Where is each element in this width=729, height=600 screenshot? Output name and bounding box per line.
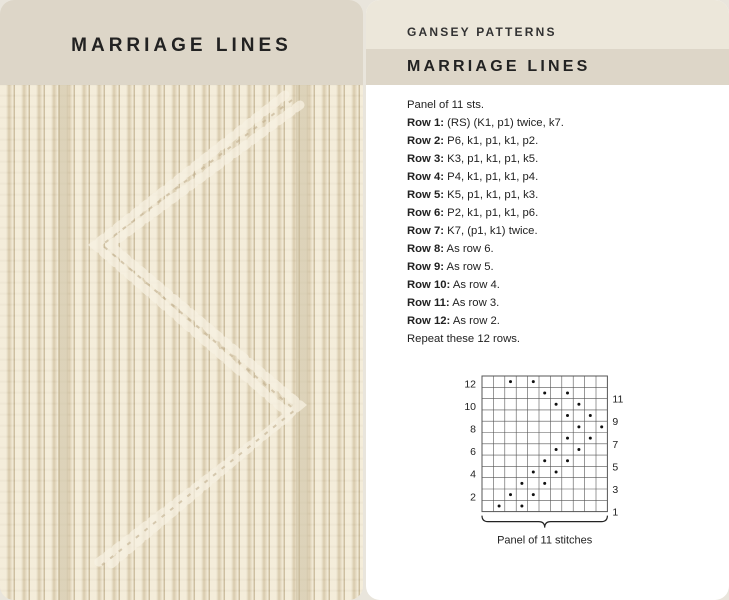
purl-dot: [566, 437, 569, 440]
purl-dot: [509, 493, 512, 496]
row-instruction: [407, 258, 717, 276]
purl-dot: [532, 493, 535, 496]
stitch-chart-svg: [366, 370, 729, 560]
chart-row-label: 6: [470, 446, 476, 459]
purl-dot: [520, 482, 523, 485]
knit-swatch-photo: [0, 85, 363, 600]
pattern-title: MARRIAGE LINES: [407, 58, 591, 75]
chart-row-label: 11: [612, 393, 624, 406]
purl-dot: [555, 471, 558, 474]
row-label: Row 11:: [407, 297, 450, 309]
row-label: Row 6:: [407, 207, 445, 219]
row-instruction: [407, 132, 717, 150]
row-text: K7, (p1, k1) twice.: [444, 225, 538, 237]
row-instruction: [407, 294, 717, 312]
purl-dot: [532, 471, 535, 474]
chart-row-label: 9: [612, 416, 619, 429]
row-text: As row 4.: [450, 279, 500, 291]
row-label: Row 4:: [407, 171, 445, 183]
purl-dot: [600, 425, 603, 428]
chart-row-label: 7: [612, 438, 619, 451]
series-label: GANSEY PATTERNS: [407, 25, 557, 39]
purl-dot: [555, 403, 558, 406]
left-page: [0, 0, 363, 600]
row-label: Row 3:: [407, 153, 445, 165]
row-label: Row 9:: [407, 261, 445, 273]
chart-row-label: 2: [470, 491, 476, 504]
purl-dot: [589, 437, 592, 440]
row-text: P2, k1, p1, k1, p6.: [444, 207, 539, 219]
chart-row-label: 4: [470, 468, 476, 481]
row-instruction: [407, 240, 717, 258]
left-title: MARRIAGE LINES: [71, 34, 292, 56]
purl-dot: [520, 504, 523, 507]
row-label: Row 8:: [407, 243, 445, 255]
purl-dot: [589, 414, 592, 417]
row-instruction: [407, 168, 717, 186]
purl-dot: [566, 391, 569, 394]
purl-dot: [543, 459, 546, 462]
outro-line: Repeat these 12 rows.: [407, 333, 521, 345]
row-instruction: [407, 276, 717, 294]
row-text: P4, k1, p1, k1, p4.: [444, 171, 539, 183]
row-label: Row 10:: [407, 279, 451, 291]
chart-row-label: 5: [612, 461, 619, 474]
marriage-lines-motif: [95, 95, 300, 565]
right-page: [366, 0, 729, 600]
row-text: P6, k1, p1, k1, p2.: [444, 135, 539, 147]
row-label: Row 2:: [407, 135, 445, 147]
purl-dot: [509, 380, 512, 383]
purl-dot: [566, 459, 569, 462]
purl-dot: [555, 448, 558, 451]
row-label: Row 7:: [407, 225, 445, 237]
title-header: [366, 49, 729, 85]
pattern-instructions: [407, 96, 717, 348]
purl-dot: [577, 403, 580, 406]
row-text: (RS) (K1, p1) twice, k7.: [444, 117, 564, 129]
stitch-chart: [366, 370, 729, 560]
rib-ridge: [296, 85, 308, 600]
purl-dot: [577, 448, 580, 451]
chart-row-label: 8: [470, 423, 476, 436]
row-text: As row 6.: [444, 243, 494, 255]
row-text: K5, p1, k1, p1, k3.: [444, 189, 539, 201]
purl-dot: [577, 425, 580, 428]
row-label: Row 12:: [407, 315, 451, 327]
row-instruction: [407, 204, 717, 222]
rib-ridge: [58, 85, 68, 600]
purl-dot: [543, 391, 546, 394]
row-text: K3, p1, k1, p1, k5.: [444, 153, 539, 165]
purl-dot: [543, 482, 546, 485]
row-instruction: [407, 150, 717, 168]
swatch-texture: [0, 85, 363, 600]
left-header: [0, 0, 363, 85]
row-instruction: [407, 114, 717, 132]
chart-row-label: 1: [612, 506, 619, 519]
row-instruction: [407, 186, 717, 204]
row-instruction: [407, 222, 717, 240]
row-label: Row 1:: [407, 117, 445, 129]
purl-dot: [498, 504, 501, 507]
chart-caption: Panel of 11 stitches: [497, 534, 593, 547]
purl-dot: [532, 380, 535, 383]
row-instruction: [407, 312, 717, 330]
series-header: [366, 0, 729, 49]
row-text: As row 3.: [449, 297, 500, 309]
intro-line: Panel of 11 sts.: [407, 99, 485, 111]
chart-bracket: [482, 516, 607, 528]
purl-dot: [566, 414, 569, 417]
chart-row-label: 10: [464, 400, 476, 413]
row-text: As row 2.: [450, 315, 500, 327]
chart-row-label: 12: [464, 378, 476, 391]
row-label: Row 5:: [407, 189, 445, 201]
row-text: As row 5.: [444, 261, 494, 273]
chart-row-label: 3: [612, 484, 619, 496]
